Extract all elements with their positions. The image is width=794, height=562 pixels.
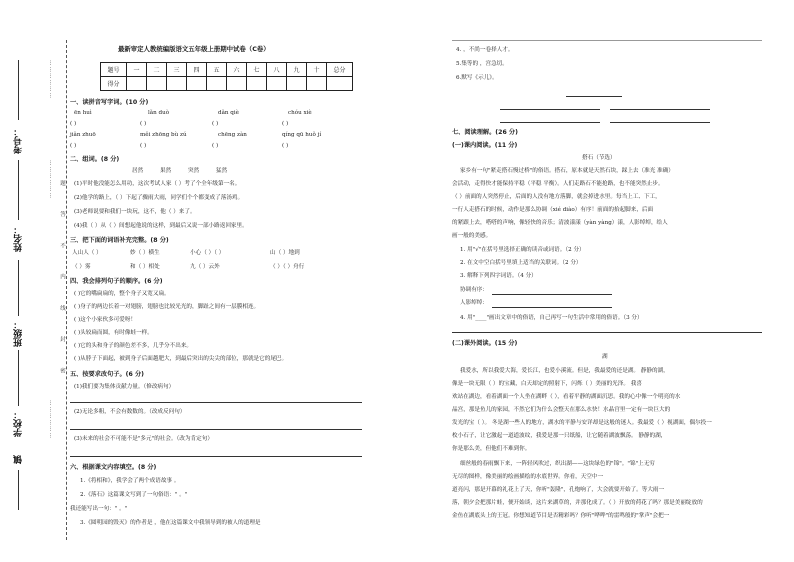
idiom-blank[interactable]: 小心（ ）（ ）: [190, 250, 225, 256]
poem-line[interactable]: [610, 122, 710, 123]
section-4-heading: 四、我会排列句子的顺序。(6 分): [70, 278, 163, 285]
fill-question[interactable]: 1.《将相和》，我学会了两个成语故事 。: [80, 478, 180, 484]
score-header-cell: 四: [187, 63, 207, 77]
section-2-heading: 二、组词。(8 分): [70, 156, 120, 163]
word-option: 突然: [188, 168, 200, 174]
score-cell[interactable]: [327, 77, 353, 91]
score-cell[interactable]: [167, 77, 187, 91]
idiom-blank[interactable]: 山（ ）地到: [270, 250, 300, 256]
score-cell[interactable]: [127, 77, 147, 91]
passage-line: 画一般的美感。: [452, 233, 492, 239]
idiom-blank[interactable]: （ ）雾: [72, 264, 91, 270]
reading-question: 3. 解释下列四字词语。（4 分）: [460, 273, 537, 279]
passage-line: 的紧跟上去，嗒嗒的声响，像轻快的音乐；清波漾漾（yàn yàng）漾，人影绰绰，给人: [452, 220, 668, 226]
passage-line: 道亮闪，那是开幕的礼花上了天，你听"轰隆"，孔炮响了，大会就要开始了。等大雨一: [452, 487, 665, 493]
score-header-cell: 八: [267, 63, 287, 77]
margin-dots-2: ………………: [48, 160, 54, 199]
pinyin: dǎn qiè: [218, 110, 239, 116]
score-header-cell: 三: [167, 63, 187, 77]
score-header-cell: 一: [127, 63, 147, 77]
passage-line: 金鱼在湖底头上的王冠。你想知道节目是否精彩吗？你听"哗哗"的雷鸣般的"掌声"会把一: [452, 513, 670, 519]
passage-line: 你是那么美，但他们不难到你。: [452, 446, 531, 452]
margin-dots-3: ………………: [48, 400, 54, 439]
pinyin: jiǎn zhuō: [70, 132, 96, 138]
poem-line[interactable]: [610, 109, 710, 110]
score-cell[interactable]: [227, 77, 247, 91]
margin-dots-1: ………………: [48, 60, 54, 99]
fill-question: (1)平时他没能怎么用功，这次考试人家（ ）考了个全年级第一名。: [74, 181, 241, 187]
fill-question[interactable]: 2.《落石》这篇课文写到了一句俗语：" 。": [80, 492, 188, 498]
passage-line: 落，朝夕会把那片蛙，便开始谈，这片来湖草的，并那化成了。（ ）开放的荷花了吗？那是美丽绽放的: [452, 500, 703, 506]
rewrite-question: (2)无论多粗，不会有数数的。（改成反问句）: [74, 409, 186, 415]
kaohao-field[interactable]: [18, 60, 19, 120]
top-rule: [452, 40, 762, 41]
answer-line[interactable]: [70, 402, 362, 403]
pinyin: měi zhōng bù zú: [140, 132, 187, 138]
score-cell[interactable]: [207, 77, 227, 91]
rewrite-question: (1)我们要为集体贡献力量。（修改病句）: [74, 384, 175, 390]
score-cell[interactable]: [287, 77, 307, 91]
fill-question: 6.默写《示儿》。: [456, 75, 498, 81]
kaohao-label: 考号：: [14, 127, 24, 154]
answer-bracket[interactable]: ( ): [140, 121, 147, 127]
section-5-heading: 五、按要求改句子。(6 分): [70, 371, 144, 378]
score-header-cell: 二: [147, 63, 167, 77]
answer-line[interactable]: [492, 294, 612, 295]
passage-line: 家乡有一句"紧走搭石慢过桥"的俗语。搭石，原本就是天然石块，踩上去（准光 准确）: [460, 168, 674, 174]
score-cell[interactable]: [267, 77, 287, 91]
score-header-cell: 七: [247, 63, 267, 77]
fill-question: (2)他学的路上，（ ）下起了骤雨大雨，同学们个个都变成了落汤鸡。: [74, 195, 244, 201]
xingming-field[interactable]: [18, 160, 19, 220]
page-title: 最新审定人教统编版语文五年级上册期中试卷（C卷）: [118, 45, 270, 53]
poem-line[interactable]: [500, 122, 600, 123]
passage-line: 晶宫，那是鱼儿的家园，不然它们为什么会整天在那么水快！水晶宫里一定有一块巨大的: [452, 407, 671, 413]
fill-question[interactable]: 3.《圆明园的毁灭》的作者是 ，他在这篇课文中我领导到的被人的道理是: [80, 520, 261, 526]
answer-line[interactable]: [452, 332, 762, 333]
word-option: 果然: [160, 168, 172, 174]
passage-line: 无尽的图样，像美丽的绘画描绘的水底世界。你看，天空中一: [452, 474, 604, 480]
pinyin: ēn huì: [74, 110, 92, 116]
score-header-cell: 六: [227, 63, 247, 77]
passage-line: 我爱水，所以我爱大海，爱长江，也爱小溪流。但是，我最爱的还是湖。 静静的湖，: [460, 368, 669, 374]
score-header-cell: 题号: [101, 63, 127, 77]
score-cell[interactable]: [247, 77, 267, 91]
pinyin: qíng qū huǒ jí: [282, 132, 322, 138]
section-6-heading: 六、根据课文内容填空。(8 分): [70, 464, 157, 471]
score-table: [100, 62, 353, 91]
section-7-heading: 七、阅读理解。(26 分): [452, 129, 518, 136]
answer-bracket[interactable]: ( ): [212, 121, 219, 127]
order-sentence[interactable]: ( )头较扁而圆，有时像蛙一样。: [74, 330, 153, 336]
passage-title: 湖: [602, 354, 608, 360]
passage-title: 搭石（节选）: [582, 155, 616, 161]
score-header-cell: 十: [307, 63, 327, 77]
reading-1-heading: (一)课内阅读。(11 分): [452, 142, 518, 149]
answer-bracket[interactable]: ( ): [140, 143, 147, 149]
margin-warning: 题 答 不 内 线 封 密: [59, 180, 65, 385]
passage-line: 细丝般的春雨飘下来，一阵轻风吹过，织出湖——这块绿色的"锦"。"锦"上无穷: [460, 461, 655, 467]
idiom-blank[interactable]: （ ）（ ）舟行: [270, 264, 305, 270]
xuexiao-label: 学校：: [14, 410, 24, 437]
idiom-blank[interactable]: 人山人（ ）: [72, 250, 102, 256]
passage-line: 会活动，走得快才能保持平稳（平稳 平衡）。人们走路石不能抢路，也不能突然止步。: [452, 181, 664, 187]
idiom-blank[interactable]: 和（ ）相处: [130, 264, 160, 270]
answer-line[interactable]: [70, 429, 362, 430]
passage-line: 发光的宝（ ）。 冬是湖一些人的地方，湖水的平静与安详却是这般的迷人。我最爱（ ）视湖面，偶尔投一: [452, 420, 712, 426]
fill-question[interactable]: 4. ，不尚一卷择人才。: [456, 47, 514, 53]
order-sentence[interactable]: ( )它的嘴扁扁的，整个身子又宽又扁。: [74, 291, 170, 297]
order-sentence[interactable]: ( )它的头和身子的颜色差不多，几乎分不出来。: [74, 343, 193, 349]
answer-bracket[interactable]: ( ): [70, 121, 77, 127]
word-option: 猛然: [216, 168, 228, 174]
score-header-cell: 九: [287, 63, 307, 77]
reading-answer[interactable]: 协调有序：: [460, 287, 488, 293]
idiom-blank[interactable]: 九（ ）云外: [190, 264, 220, 270]
passage-line: 枚小石子，让它激起一道道波纹，我爱是那一只纸船，让它随着湖波飘荡。 静静的湖，: [452, 433, 667, 439]
passage-line: （ ）前面的人突然停止，后面的人没有地方落脚，就会掉进水里。每当上工、下工，: [452, 194, 661, 200]
answer-line[interactable]: [492, 307, 612, 308]
answer-bracket[interactable]: ( ): [282, 121, 289, 127]
poem-line[interactable]: [566, 96, 622, 97]
order-sentence[interactable]: ( )这个小家伙多可爱呀！: [74, 317, 137, 323]
reading-2-heading: (二)课外阅读。(15 分): [452, 340, 518, 347]
order-sentence[interactable]: ( )从脖子下面起，被到身子后面越肥大，到最后突出的尖尖的部位，那就是它的尾巴。: [74, 356, 288, 362]
answer-bracket[interactable]: ( ): [70, 143, 77, 149]
banji-field[interactable]: [18, 260, 19, 316]
reading-question: 1. 用"√"在括号里选择正确的读音或词语。（2 分）: [460, 247, 585, 253]
score-header-cell: 总分: [327, 63, 353, 77]
word-option: 居然: [132, 168, 144, 174]
fill-question: (4)我（ ）从（ ）间想起他说的这样，到最后又说一部小路返回家里。: [74, 223, 248, 229]
answer-bracket[interactable]: ( ): [212, 143, 219, 149]
xingming-label: 姓名：: [14, 225, 24, 252]
passage-line: 一行人走搭石的时候，动作是那么协调（xié diào）有序！前面的抬起脚来，后面: [452, 207, 654, 213]
score-cell[interactable]: [187, 77, 207, 91]
score-cell[interactable]: [307, 77, 327, 91]
pinyin: chóu xiè: [288, 110, 312, 116]
poem-line[interactable]: [500, 109, 600, 110]
reading-answer[interactable]: 人影绰绰：: [460, 300, 488, 306]
score-row-label: 得分: [101, 77, 127, 91]
score-header-cell: 五: [207, 63, 227, 77]
pinyin: chēng zàn: [218, 132, 247, 138]
zhen-field[interactable]: [18, 470, 19, 510]
section-1-heading: 一、读拼音写字词。(10 分): [70, 99, 149, 106]
section-3-heading: 三、把下面的词语补充完整。(8 分): [70, 237, 169, 244]
banji-label: 班级：: [14, 320, 24, 347]
reading-question: 2. 在文中空白括号里填上适当的关联词。（2 分）: [460, 260, 582, 266]
idiom-blank[interactable]: 妙（ ）横生: [130, 250, 160, 256]
pinyin: lǎn duò: [148, 110, 170, 116]
passage-line: 欢站在湖边，看着湖面一个人坐在湖畔（ ），看着平静的湖面沉思。我的心中像一个明亮的水: [452, 394, 681, 400]
answer-line[interactable]: [70, 456, 362, 457]
reading-question: 4. 用"____"画出文章中的俗语，自己再写一句生活中常用的俗语。（3 分）: [460, 315, 643, 321]
seal-line: [66, 40, 67, 540]
rewrite-question: (3)未来的社会不可能不是"多元"的社会。（改为肯定句）: [74, 436, 213, 442]
xuexiao-field[interactable]: [18, 350, 19, 406]
score-cell[interactable]: [147, 77, 167, 91]
fill-question[interactable]: 5.集等的 ，宫急切。: [456, 61, 508, 67]
order-sentence[interactable]: ( )身子的两边长着一对翅膀，翅膀也比较光光的，脚趾之间有一层膜相连。: [74, 304, 260, 310]
fill-question: (3)老师说要和我们一块玩，这不，他（ ）来了。: [74, 209, 196, 215]
fill-question[interactable]: 我还能写出一句：" 。": [70, 506, 128, 512]
zhen-label: 镇: [14, 455, 24, 464]
answer-bracket[interactable]: ( ): [282, 143, 289, 149]
passage-line: 像是一块无限（ ）的宝藏，白天却定的照射下，闪烁（ ）美丽的光泽。 我喜: [452, 381, 642, 387]
